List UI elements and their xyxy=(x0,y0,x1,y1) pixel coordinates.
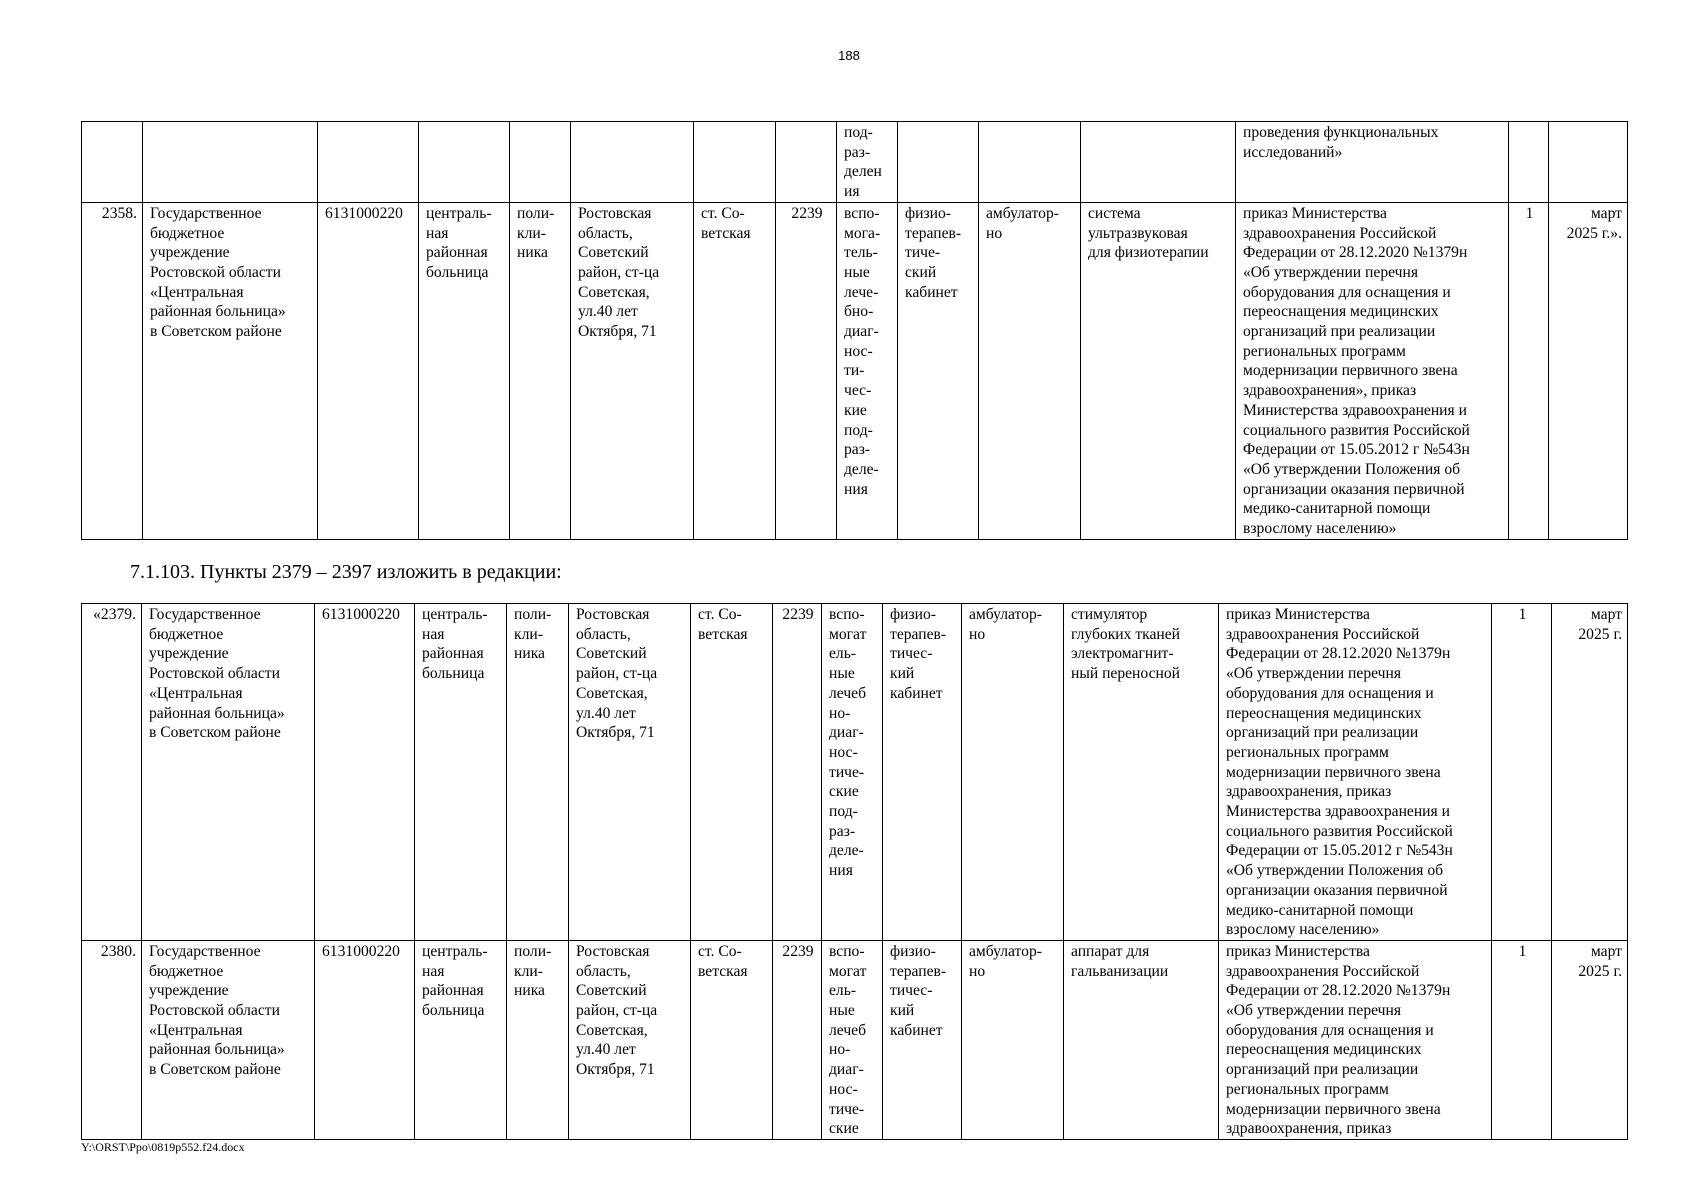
cell-empty xyxy=(979,122,1081,203)
equipment-table-bottom xyxy=(81,603,1628,1140)
cell-quantity: 1 xyxy=(1492,940,1552,1139)
cell-inn: 6131000220 xyxy=(318,202,419,539)
cell-empty xyxy=(1081,122,1236,203)
cell-empty xyxy=(143,122,318,203)
cell-room: физио- терапев- тиче- ский кабинет xyxy=(898,202,979,539)
amendment-paragraph: 7.1.103. Пункты 2379 – 2397 изложить в редакции: xyxy=(130,561,562,583)
equipment-table-top xyxy=(81,121,1628,540)
cell-room: физио- терапев- тичес- кий кабинет xyxy=(883,940,962,1139)
cell-care: амбулатор- но xyxy=(962,940,1064,1139)
cell-number: «2379. xyxy=(82,604,142,941)
cell-empty xyxy=(82,122,143,203)
cell-empty xyxy=(1509,122,1549,203)
cell-empty xyxy=(318,122,419,203)
cell-quantity: 1 xyxy=(1492,604,1552,941)
cell-room: физио- терапев- тичес- кий кабинет xyxy=(883,604,962,941)
cell-date: март 2025 г.». xyxy=(1549,202,1628,539)
cell-address: Ростовская область, Советский район, ст-ца Советская, ул.40 лет Октября, 71 xyxy=(569,940,691,1139)
cell-care: амбулатор- но xyxy=(979,202,1081,539)
cell-basis: приказ Министерства здравоохранения Российской Федерации от 28.12.2020 №1379н «Об утверждении перечня оборудования для оснащения и переоснащения медицинских организаций при реализации региональных программ модернизации первичного звена здравоохранения», приказ Министерства здравоохранения и социального развития Российской Федерации от 15.05.2012 г №543н «Об утверждении Положения об организации оказания первичной медико-санитарной помощи взрослому населению» xyxy=(1236,202,1509,539)
cell-inn: 6131000220 xyxy=(315,940,415,1139)
cell-locality: ст. Со- ветская xyxy=(691,940,773,1139)
cell-date: март 2025 г. xyxy=(1552,604,1628,941)
cell-inn: 6131000220 xyxy=(315,604,415,941)
table-row xyxy=(82,202,1628,539)
cell-empty xyxy=(776,122,837,203)
cell-equipment: стимулятор глубоких тканей электромагнит- ный переносной xyxy=(1064,604,1219,941)
cell-equipment: аппарат для гальванизации xyxy=(1064,940,1219,1139)
cell-address: Ростовская область, Советский район, ст-ца Советская, ул.40 лет Октября, 71 xyxy=(571,202,694,539)
cell-institution: Государственное бюджетное учреждение Ростовской области «Центральная районная больница» в Советском районе xyxy=(142,940,315,1139)
cell-basis: приказ Министерства здравоохранения Российской Федерации от 28.12.2020 №1379н «Об утверждении перечня оборудования для оснащения и переоснащения медицинских организаций при реализации региональных программ модернизации первичного звена здравоохранения, приказ xyxy=(1219,940,1492,1139)
cell-code: 2239 xyxy=(773,940,822,1139)
cell-code: 2239 xyxy=(776,202,837,539)
cell-address: Ростовская область, Советский район, ст-ца Советская, ул.40 лет Октября, 71 xyxy=(569,604,691,941)
cell-unit: вспо- могат ель- ные лечеб но- диаг- нос- тиче- ские xyxy=(822,940,883,1139)
cell-empty xyxy=(1549,122,1628,203)
cell-care: амбулатор- но xyxy=(962,604,1064,941)
cell-empty xyxy=(898,122,979,203)
cell-basis: проведения функциональных исследований» xyxy=(1236,122,1509,203)
page-number: 188 xyxy=(838,48,860,63)
cell-empty xyxy=(419,122,510,203)
cell-unit: под- раз- делен ия xyxy=(837,122,898,203)
cell-basis: приказ Министерства здравоохранения Российской Федерации от 28.12.2020 №1379н «Об утверждении перечня оборудования для оснащения и переоснащения медицинских организаций при реализации региональных программ модернизации первичного звена здравоохранения, приказ Министерства здравоохранения и социального развития Российской Федерации от 15.05.2012 г №543н «Об утверждении Положения об организации оказания первичной медико-санитарной помощи взрослому населению» xyxy=(1219,604,1492,941)
cell-empty xyxy=(571,122,694,203)
cell-unit: вспо- могат ель- ные лечеб но- диаг- нос- тиче- ские под- раз- деле- ния xyxy=(822,604,883,941)
cell-subdivision: поли- кли- ника xyxy=(510,202,571,539)
cell-empty xyxy=(694,122,776,203)
cell-equipment: система ультразвуковая для физиотерапии xyxy=(1081,202,1236,539)
cell-code: 2239 xyxy=(773,604,822,941)
cell-institution: Государственное бюджетное учреждение Ростовской области «Центральная районная больница» в Советском районе xyxy=(143,202,318,539)
cell-institution: Государственное бюджетное учреждение Ростовской области «Центральная районная больница» в Советском районе xyxy=(142,604,315,941)
cell-number: 2358. xyxy=(82,202,143,539)
cell-subdivision: поли- кли- ника xyxy=(507,940,569,1139)
cell-type: централь- ная районная больница xyxy=(415,940,507,1139)
cell-quantity: 1 xyxy=(1509,202,1549,539)
file-path-footer: Y:\ORST\Ppo\0819p552.f24.docx xyxy=(81,1140,245,1154)
cell-locality: ст. Со- ветская xyxy=(691,604,773,941)
cell-unit: вспо- мога- тель- ные лече- бно- диаг- нос- ти- чес- кие под- раз- деле- ния xyxy=(837,202,898,539)
cell-subdivision: поли- кли- ника xyxy=(507,604,569,941)
cell-empty xyxy=(510,122,571,203)
cell-type: централь- ная районная больница xyxy=(419,202,510,539)
table-row xyxy=(82,940,1628,1139)
cell-locality: ст. Со- ветская xyxy=(694,202,776,539)
cell-date: март 2025 г. xyxy=(1552,940,1628,1139)
cell-number: 2380. xyxy=(82,940,142,1139)
table-row-continued xyxy=(82,122,1628,203)
table-row xyxy=(82,604,1628,941)
cell-type: централь- ная районная больница xyxy=(415,604,507,941)
